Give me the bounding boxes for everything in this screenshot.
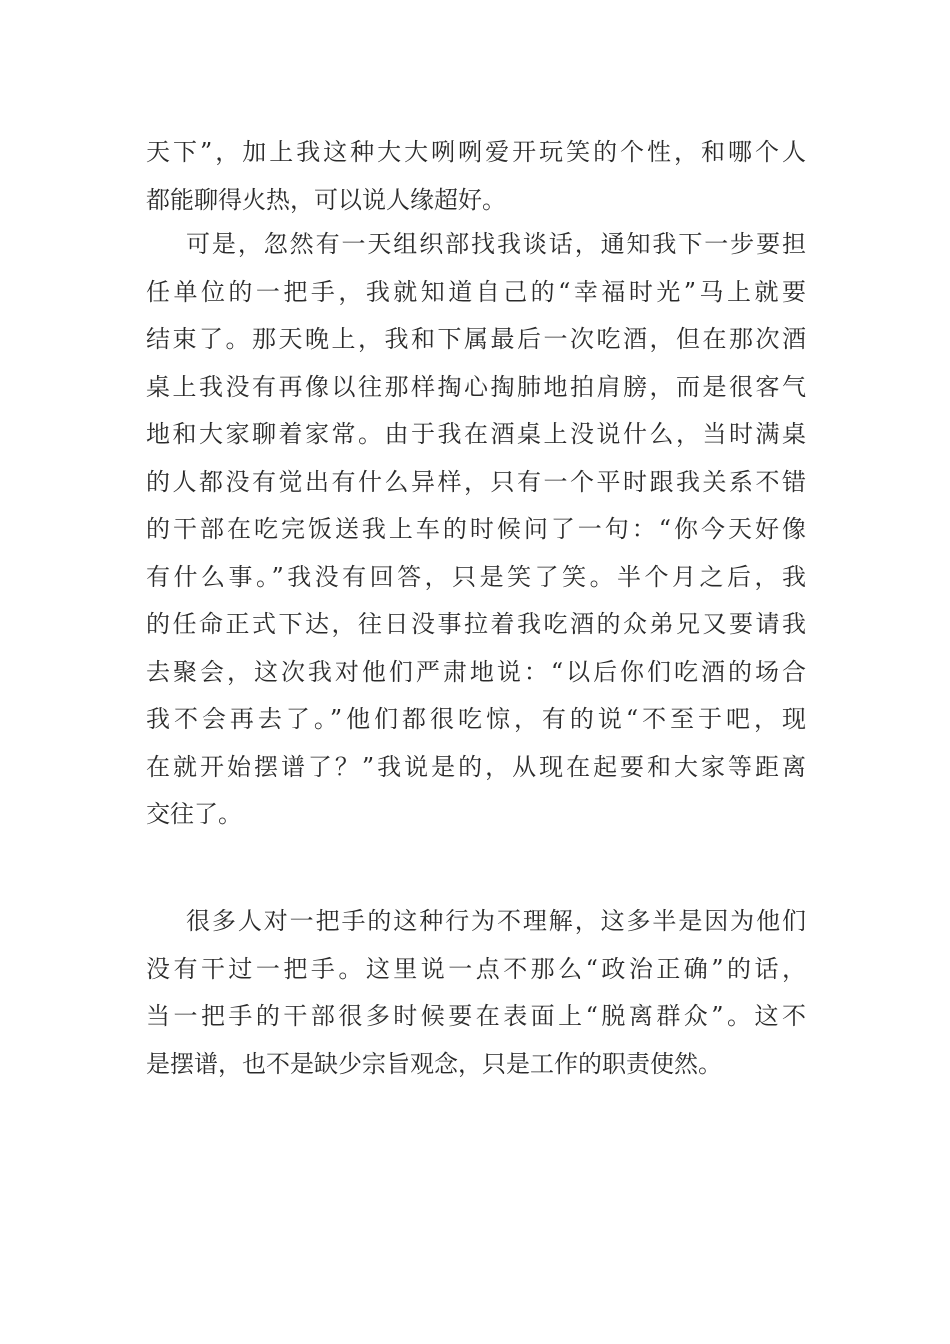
paragraph-line: 桌上我没有再像以往那样掏心掏肺地拍肩膀，而是很客气 [146, 372, 806, 401]
paragraph-line: 的人都没有觉出有什么异样，只有一个平时跟我关系不错 [146, 467, 806, 496]
paragraph-3 [146, 898, 806, 1088]
paragraph-line: 当一把手的干部很多时候要在表面上“脱离群众”。这不 [146, 1002, 806, 1030]
paragraph-line: 地和大家聊着家常。由于我在酒桌上没说什么，当时满桌 [146, 420, 806, 448]
paragraph-line: 任单位的一把手，我就知道自己的“幸福时光”马上就要 [146, 277, 806, 306]
paragraph-line: 是摆谱，也不是缺少宗旨观念，只是工作的职责使然。 [146, 1049, 722, 1078]
paragraph-line: 去聚会，这次我对他们严肃地说：“以后你们吃酒的场合 [146, 657, 806, 686]
paragraph-line: 的干部在吃完饭送我上车的时候问了一句：“你今天好像 [146, 515, 806, 543]
paragraph-line: 没有干过一把手。这里说一点不那么“政治正确”的话， [146, 954, 806, 983]
paragraph-line: 都能聊得火热，可以说人缘超好。 [146, 185, 506, 214]
paragraph-line: 结束了。那天晚上，我和下属最后一次吃酒，但在那次酒 [146, 325, 806, 353]
paragraph-line: 天下”，加上我这种大大咧咧爱开玩笑的个性，和哪个人 [146, 138, 806, 166]
paragraph-line: 在就开始摆谱了？”我说是的，从现在起要和大家等距离 [146, 752, 806, 781]
paragraph-line: 很多人对一把手的这种行为不理解，这多半是因为他们 [186, 907, 806, 935]
paragraph-line: 有什么事。”我没有回答，只是笑了笑。半个月之后，我 [146, 562, 806, 591]
paragraph-line: 的任命正式下达，往日没事拉着我吃酒的众弟兄又要请我 [146, 610, 806, 638]
paragraph-line: 交往了。 [146, 800, 242, 828]
paragraph-line: 可是，忽然有一天组织部找我谈话，通知我下一步要担 [186, 230, 806, 258]
paragraph-1 [146, 129, 806, 224]
paragraph-2 [146, 221, 806, 839]
paragraph-line: 我不会再去了。”他们都很吃惊，有的说“不至于吧，现 [146, 705, 806, 733]
